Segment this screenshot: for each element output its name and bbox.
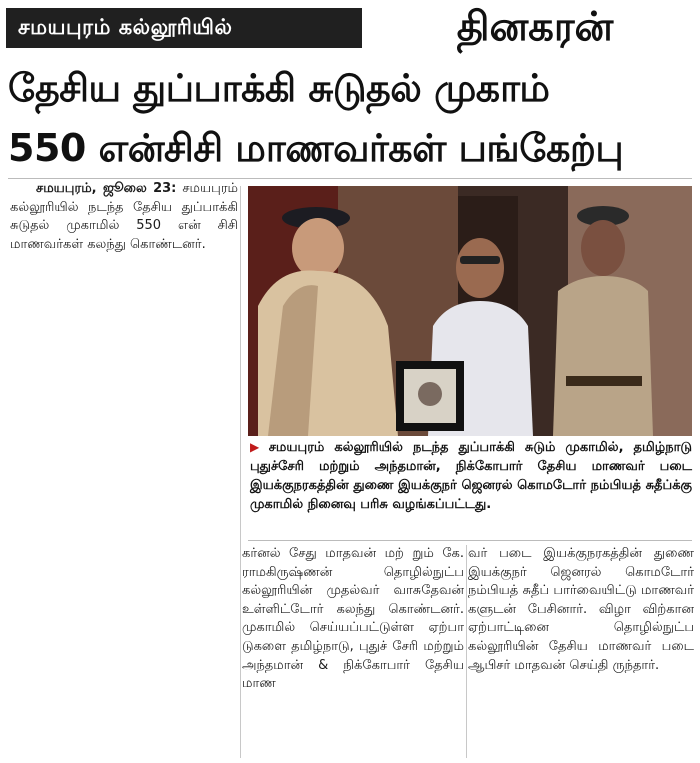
photo-caption-text: சமயபுரம் கல்லூரியில் நடந்த துப்பாக்கி சுடும் முகாமில், தமிழ்நாடு புதுச்சேரி மற்றும் அந்தமான், நிக்கோபார் தேசிய மாணவர் படை இயக்குநரகத்தின் துணை இயக்குநர் ஜெனரல் கொமடோர் நம்பியத் சுதீப்க்கு முகாமில் நினைவு பரிசு வழங்கப்பட்டது. [250, 440, 692, 512]
article-paragraph-1: சமயபுரம் கல்லூரியில் நடந்த தேசிய துப்பாக்கி சுடுதல் முகாமில் 550 என் சிசி மாணவர்கள் கலந்து கொண்டனர். [10, 181, 238, 252]
article-paragraph-3: வர் படை இயக்குநரகத்தின் துணை இயக்குநர் ஜெனரல் கொமடோர் நம்பியத் சுதீப் பார்வையிட்டு மாணவர் களுடன் பேசினார். விழா விற்கான ஏற்பாட்டினை தொழில்நுட்ப கல்லூரியின் தேசிய மாணவர் படை ஆபிசர் மாதவன் செய்தி ருந்தார். [468, 546, 694, 673]
photo-caption [250, 438, 692, 514]
section-kicker: சமயபுரம் கல்லூரியில் [6, 8, 362, 48]
caption-rule [248, 540, 692, 541]
column-divider-1 [240, 186, 241, 758]
article-column-3 [468, 545, 694, 675]
article-dateline: சமயபுரம், ஜூலை 23: [36, 181, 177, 196]
article-column-1 [10, 180, 238, 254]
newspaper-masthead: தினகரன் [456, 3, 614, 50]
news-photo [248, 186, 692, 436]
headline-rule [8, 178, 692, 179]
article-paragraph-2: கர்னல் சேது மாதவன் மற் றும் கே. ராமகிருஷ்ணன் தொழில்நுட்ப கல்லூரியின் முதல்வர் வாசுதேவன் உள்ளிட்டோர் கலந்து கொண்டனர். முகாமில் செய்யப்பட்டுள்ள ஏற்பா டுகளை தமிழ்நாடு, புதுச் சேரி மற்றும் அந்தமான் & நிக்கோபார் தேசிய மாண [242, 546, 464, 692]
article-column-2 [242, 545, 464, 694]
photo-illustration [248, 186, 692, 436]
column-divider-2 [466, 545, 467, 758]
caption-marker-icon: ▶ [250, 440, 265, 454]
headline-line-1: தேசிய துப்பாக்கி சுடுதல் முகாம் [8, 66, 550, 110]
headline-line-2: 550 என்சிசி மாணவர்கள் பங்கேற்பு [8, 126, 624, 170]
